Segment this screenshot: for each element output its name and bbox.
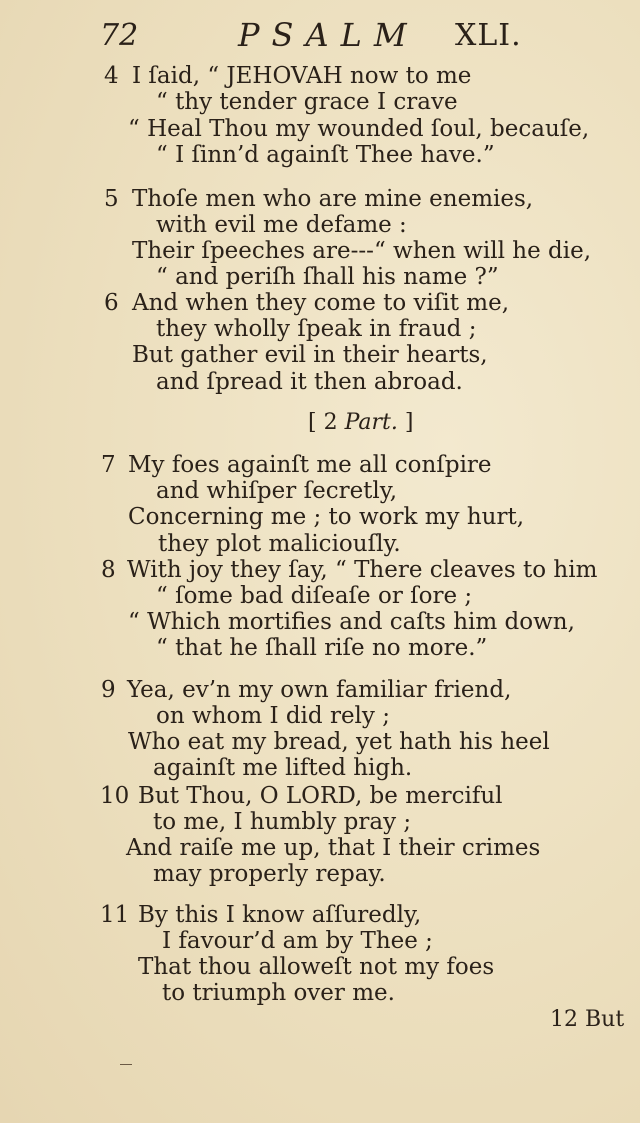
part-bracket-open: [ 2 [308,410,338,435]
verse-line: I ſaid, “ JEHOVAH now to me [132,63,472,89]
verse-number: 7 [101,452,116,478]
verse-line: And raiſe me up, that I their crimes [126,835,541,861]
verse-line: “ Which mortifies and caſts him down, [128,609,575,635]
verse-number: 10 [100,783,130,809]
verse-number: 9 [101,677,116,703]
verse-line: and whiſper ſecretly, [156,478,398,504]
verse-line: My foes againſt me all conſpire [128,452,492,478]
verse-line: With joy they ſay, “ There cleaves to him [127,557,598,583]
verse-line: they wholly ſpeak in fraud ; [156,316,477,342]
verse-line: “ ſome bad diſeaſe or ſore ; [156,583,473,609]
verse-line: I favour’d am by Thee ; [162,928,433,954]
part-label: Part. [344,410,398,435]
verse-line: Yea, ev’n my own familiar friend, [127,677,512,703]
verse-line: and ſpread it then abroad. [156,369,463,395]
verse-number: 8 [101,557,116,583]
verse-line: Who eat my bread, yet hath his heel [128,729,550,755]
part-heading [308,410,413,435]
verse-number: 4 [104,63,119,89]
ink-mark [120,1064,132,1065]
verse-number: 11 [100,902,130,928]
verse-line: “ thy tender grace I crave [156,89,458,115]
verse-line: they plot maliciouſly. [158,531,401,557]
verse-line: on whom I did rely ; [156,703,390,729]
part-bracket-close: ] [404,410,414,435]
verse-number: 6 [104,290,119,316]
psalm-number: XLI. [455,18,522,53]
page-title: PSALM [238,16,419,54]
verse-line: with evil me defame : [156,212,407,238]
verse-line: againſt me lifted high. [153,755,413,781]
verse-line: to triumph over me. [162,980,395,1006]
verse-line: Their ſpeeches are---“ when will he die, [132,238,592,264]
page-header [100,14,630,56]
verse-line: And when they come to viſit me, [132,290,510,316]
verse-line: Concerning me ; to work my hurt, [128,504,525,530]
verse-number: 5 [104,186,119,212]
verse-line: But gather evil in their hearts, [132,342,488,368]
verse-line: may properly repay. [153,861,386,887]
verse-line: Thoſe men who are mine enemies, [132,186,534,212]
verse-line: “ that he ſhall riſe no more.” [156,635,488,661]
verse-line: “ and periſh ſhall his name ?” [156,264,499,290]
catchword: 12 But [550,1007,625,1032]
verse-line: to me, I humbly pray ; [153,809,412,835]
verse-line: By this I know aſſuredly, [138,902,422,928]
verse-line: That thou alloweſt not my foes [138,954,495,980]
verse-line: But Thou, O LORD, be merciful [138,783,503,809]
verse-line: “ I ſinn’d againſt Thee have.” [156,142,495,168]
page-number: 72 [100,18,139,53]
verse-line: “ Heal Thou my wounded ſoul, becauſe, [128,116,590,142]
